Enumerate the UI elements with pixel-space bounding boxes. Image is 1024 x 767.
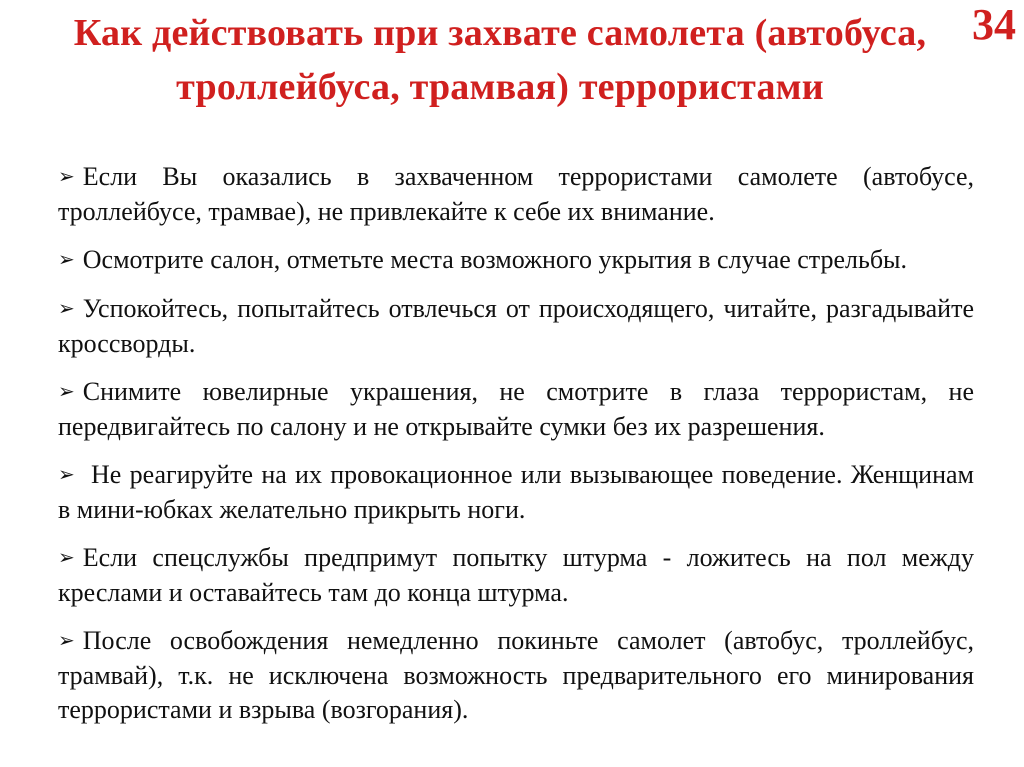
arrow-bullet-icon: ➢ <box>58 247 75 271</box>
arrow-bullet-icon: ➢ <box>58 164 75 188</box>
slide-title <box>40 6 960 114</box>
arrow-bullet-icon: ➢ <box>58 462 75 486</box>
slide-number: 34 <box>972 0 1016 49</box>
bullet-text: Успокойтесь, попытайтесь отвлечься от происходящего, читайте, разгадывайте кроссворды. <box>58 294 974 358</box>
bullet-item <box>58 458 974 527</box>
bullet-item <box>58 375 974 444</box>
bullet-text: После освобождения немедленно покиньте самолет (автобус, троллейбус, трамвай), т.к. не исключена возможность предварительного его минирования террористами и взрыва (возгорания). <box>58 626 974 724</box>
bullet-item <box>58 292 974 361</box>
bullet-item <box>58 160 974 229</box>
arrow-bullet-icon: ➢ <box>58 379 75 403</box>
bullet-item <box>58 541 974 610</box>
bullet-item <box>58 243 974 278</box>
bullet-text: Не реагируйте на их провокационное или вызывающее поведение. Женщинам в мини-юбках желательно прикрыть ноги. <box>58 460 974 524</box>
arrow-bullet-icon: ➢ <box>58 628 75 652</box>
bullet-text: Если спецслужбы предпримут попытку штурма - ложитесь на пол между креслами и оставайтесь там до конца штурма. <box>58 543 974 607</box>
bullet-list <box>58 160 974 741</box>
slide-title-line-2: троллейбуса, трамвая) террористами <box>176 66 824 108</box>
bullet-text: Если Вы оказались в захваченном террористами самолете (автобусе, троллейбусе, трамвае), не привлекайте к себе их внимание. <box>58 162 974 226</box>
arrow-bullet-icon: ➢ <box>58 296 75 320</box>
slide-title-line-1: Как действовать при захвате самолета (автобуса, <box>73 12 927 54</box>
bullet-text: Снимите ювелирные украшения, не смотрите в глаза террористам, не передвигайтесь по салону и не открывайте сумки без их разрешения. <box>58 377 974 441</box>
bullet-text: Осмотрите салон, отметьте места возможного укрытия в случае стрельбы. <box>82 245 908 274</box>
arrow-bullet-icon: ➢ <box>58 545 75 569</box>
bullet-item <box>58 624 974 727</box>
